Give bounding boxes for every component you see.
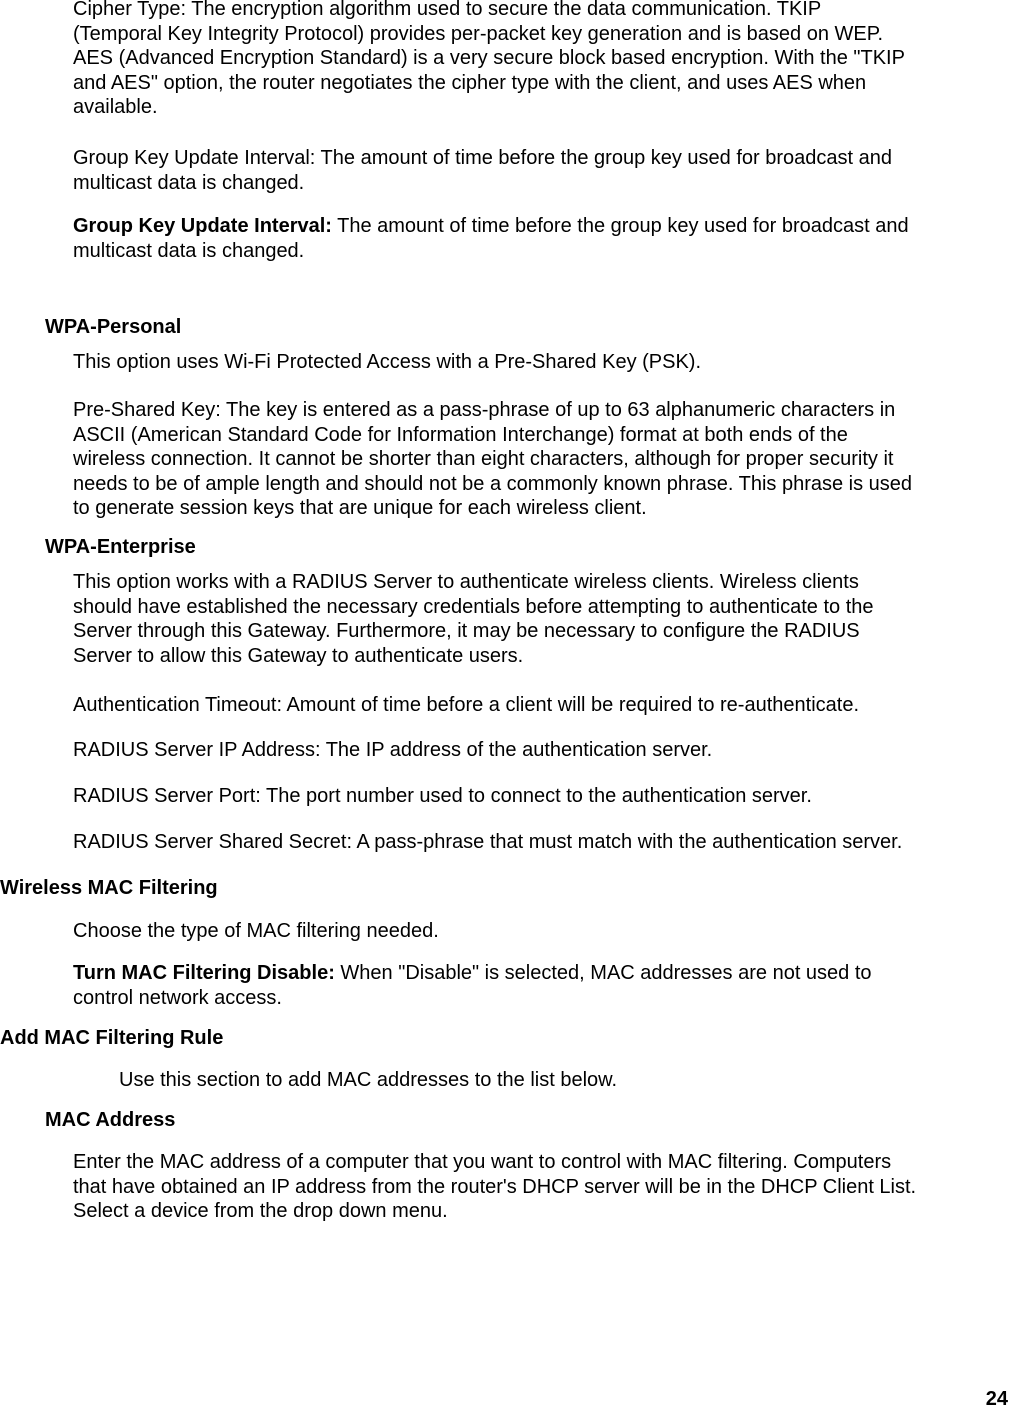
add-rule-text: Use this section to add MAC addresses to the list below. [119,1069,618,1091]
group-key-term: Group Key Update Interval: [73,215,332,237]
cipher-type-line: available. [73,96,158,118]
psk-line: Pre-Shared Key: The key is entered as a pass-phrase of up to 63 alphanumeric characters in [73,399,896,421]
wpa-enterprise-intro [73,570,874,668]
page-number: 24 [985,1388,1008,1410]
pre-shared-key-paragraph [73,398,912,521]
wpa-enterprise-intro-line: should have established the necessary credentials before attempting to authenticate to the [73,595,874,618]
wpa-enterprise-intro-line: This option works with a RADIUS Server to authenticate wireless clients. Wireless clients [73,571,859,593]
wpa-enterprise-intro-line: Server to allow this Gateway to authenticate users. [73,644,524,667]
psk-line: needs to be of ample length and should not be a commonly known phrase. This phrase is used [73,472,913,495]
cipher-type-paragraph [73,0,905,120]
turn-mac-filtering-line-2: control network access. [73,986,282,1009]
turn-mac-filtering-paragraph [73,961,872,1010]
group-key-plain-line: Group Key Update Interval: The amount of time before the group key used for broadcast and [73,147,893,169]
psk-line: wireless connection. It cannot be shorter than eight characters, although for proper security it [73,448,894,470]
wpa-enterprise-intro-line: Server through this Gateway. Furthermore, it may be necessary to configure the RADIUS [73,620,860,642]
mac-address-line: Select a device from the drop down menu. [73,1200,448,1222]
turn-mac-filtering-definition: When "Disable" is selected, MAC addresses are not used to [334,962,872,984]
radius-ip-text: RADIUS Server IP Address: The IP address of the authentication server. [73,739,713,761]
group-key-bold-line-2: multicast data is changed. [73,239,305,262]
mac-filtering-choose-text: Choose the type of MAC filtering needed. [73,920,439,942]
mac-address-paragraph [73,1150,916,1224]
cipher-type-line: (Temporal Key Integrity Protocol) provides per-packet key generation and is based on WEP. [73,22,884,45]
turn-mac-filtering-term: Turn MAC Filtering Disable: [73,962,335,984]
mac-address-heading: MAC Address [45,1109,176,1131]
mac-filtering-heading: Wireless MAC Filtering [0,877,218,899]
group-key-bold-line-1 [73,214,909,239]
wpa-personal-intro: This option uses Wi-Fi Protected Access with a Pre-Shared Key (PSK). [73,351,702,373]
psk-line: to generate session keys that are unique for each wireless client. [73,497,647,519]
group-key-bold-paragraph [73,214,909,263]
group-key-plain-paragraph [73,146,892,195]
mac-address-line: that have obtained an IP address from the router's DHCP server will be in the DHCP Client List. [73,1175,917,1198]
wpa-enterprise-heading: WPA-Enterprise [45,536,196,558]
wpa-personal-heading: WPA-Personal [45,316,182,338]
cipher-type-line: AES (Advanced Encryption Standard) is a very secure block based encryption. With the "TKIP [73,47,905,69]
authentication-timeout-text: Authentication Timeout: Amount of time before a client will be required to re-authenticate. [73,694,859,716]
cipher-type-line: and AES" option, the router negotiates the cipher type with the client, and uses AES when [73,71,867,94]
group-key-definition: The amount of time before the group key used for broadcast and [331,215,909,237]
turn-mac-filtering-line-1 [73,961,872,986]
radius-port-text: RADIUS Server Port: The port number used to connect to the authentication server. [73,785,812,807]
radius-secret-text: RADIUS Server Shared Secret: A pass-phrase that must match with the authentication server. [73,831,903,853]
group-key-plain-line: multicast data is changed. [73,171,305,194]
add-rule-heading: Add MAC Filtering Rule [0,1027,224,1049]
psk-line: ASCII (American Standard Code for Information Interchange) format at both ends of the [73,423,848,446]
mac-address-line: Enter the MAC address of a computer that you want to control with MAC filtering. Computers [73,1151,892,1173]
cipher-type-line: Cipher Type: The encryption algorithm used to secure the data communication. TKIP [73,0,822,20]
